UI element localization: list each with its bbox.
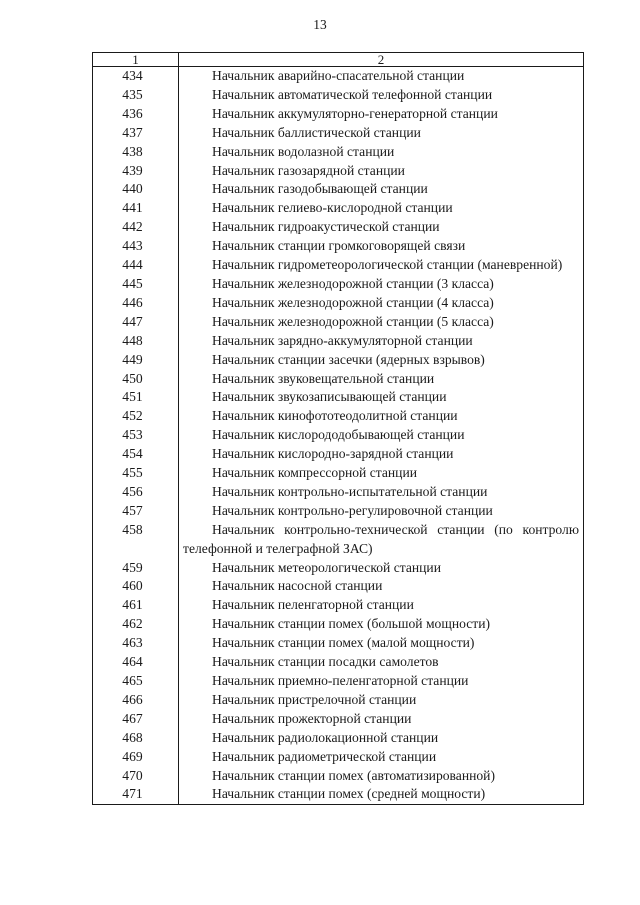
row-number: 443 <box>93 237 179 256</box>
table-row <box>93 407 584 426</box>
row-number: 447 <box>93 313 179 332</box>
column-header-title: 2 <box>179 53 584 67</box>
position-title: Начальник радиометрической станции <box>179 748 584 767</box>
table-row <box>93 710 584 729</box>
table-row <box>93 388 584 407</box>
row-number: 466 <box>93 691 179 710</box>
row-number: 464 <box>93 653 179 672</box>
table-row <box>93 748 584 767</box>
row-number: 449 <box>93 351 179 370</box>
table-row <box>93 162 584 181</box>
row-number: 434 <box>93 67 179 86</box>
table-row <box>93 785 584 804</box>
table-row <box>93 294 584 313</box>
row-number: 454 <box>93 445 179 464</box>
row-number: 469 <box>93 748 179 767</box>
row-number: 435 <box>93 86 179 105</box>
table-row <box>93 256 584 275</box>
table-row <box>93 143 584 162</box>
row-number: 451 <box>93 388 179 407</box>
row-number: 446 <box>93 294 179 313</box>
row-number: 470 <box>93 767 179 786</box>
position-title: Начальник водолазной станции <box>179 143 584 162</box>
row-number: 438 <box>93 143 179 162</box>
table-row <box>93 426 584 445</box>
column-header-number: 1 <box>93 53 179 67</box>
row-number: 439 <box>93 162 179 181</box>
position-title: Начальник насосной станции <box>179 577 584 596</box>
row-number: 450 <box>93 370 179 389</box>
row-number: 453 <box>93 426 179 445</box>
position-title: Начальник компрессорной станции <box>179 464 584 483</box>
position-title: Начальник приемно-пеленгаторной станции <box>179 672 584 691</box>
position-title: Начальник станции посадки самолетов <box>179 653 584 672</box>
table-header-row <box>93 53 584 67</box>
position-title: Начальник станции громкоговорящей связи <box>179 237 584 256</box>
position-title: Начальник газозарядной станции <box>179 162 584 181</box>
table-row <box>93 275 584 294</box>
row-number: 459 <box>93 559 179 578</box>
position-title: Начальник контрольно-испытательной станции <box>179 483 584 502</box>
position-title: Начальник гидрометеорологической станции (маневренной) <box>179 256 584 275</box>
position-title: Начальник зарядно-аккумуляторной станции <box>179 332 584 351</box>
position-title: Начальник контрольно-технической станции (по контролю телефонной и телеграфной ЗАС) <box>179 521 584 559</box>
table-row <box>93 370 584 389</box>
row-number: 458 <box>93 521 179 559</box>
table-row <box>93 237 584 256</box>
table-header <box>93 53 584 67</box>
row-number: 461 <box>93 596 179 615</box>
position-title: Начальник кинофототеодолитной станции <box>179 407 584 426</box>
table-row <box>93 577 584 596</box>
row-number: 445 <box>93 275 179 294</box>
positions-table <box>92 52 584 805</box>
row-number: 452 <box>93 407 179 426</box>
position-title: Начальник станции помех (малой мощности) <box>179 634 584 653</box>
position-title: Начальник станции помех (автоматизированной) <box>179 767 584 786</box>
table-row <box>93 464 584 483</box>
table-row <box>93 483 584 502</box>
position-title: Начальник прожекторной станции <box>179 710 584 729</box>
position-title: Начальник кислорододобывающей станции <box>179 426 584 445</box>
position-title: Начальник радиолокационной станции <box>179 729 584 748</box>
row-number: 444 <box>93 256 179 275</box>
row-number: 440 <box>93 180 179 199</box>
table-row <box>93 634 584 653</box>
row-number: 465 <box>93 672 179 691</box>
position-title: Начальник станции помех (большой мощности) <box>179 615 584 634</box>
table-row <box>93 313 584 332</box>
row-number: 460 <box>93 577 179 596</box>
row-number: 463 <box>93 634 179 653</box>
position-title: Начальник аварийно-спасательной станции <box>179 67 584 86</box>
position-title: Начальник контрольно-регулировочной станции <box>179 502 584 521</box>
position-title: Начальник станции помех (средней мощности) <box>179 785 584 804</box>
position-title: Начальник кислородно-зарядной станции <box>179 445 584 464</box>
position-title: Начальник звукозаписывающей станции <box>179 388 584 407</box>
table-body <box>93 67 584 805</box>
table-row <box>93 502 584 521</box>
table-row <box>93 596 584 615</box>
table-row <box>93 67 584 86</box>
table-row <box>93 445 584 464</box>
table-row <box>93 653 584 672</box>
table-row <box>93 199 584 218</box>
position-title: Начальник газодобывающей станции <box>179 180 584 199</box>
table-row <box>93 105 584 124</box>
row-number: 455 <box>93 464 179 483</box>
table-row <box>93 351 584 370</box>
position-title: Начальник железнодорожной станции (4 класса) <box>179 294 584 313</box>
position-title: Начальник пеленгаторной станции <box>179 596 584 615</box>
position-title: Начальник аккумуляторно-генераторной станции <box>179 105 584 124</box>
table-row <box>93 615 584 634</box>
table-row <box>93 124 584 143</box>
table-row <box>93 559 584 578</box>
table-row <box>93 218 584 237</box>
row-number: 442 <box>93 218 179 237</box>
position-title: Начальник баллистической станции <box>179 124 584 143</box>
table-row <box>93 672 584 691</box>
table-row <box>93 729 584 748</box>
row-number: 437 <box>93 124 179 143</box>
row-number: 436 <box>93 105 179 124</box>
row-number: 471 <box>93 785 179 804</box>
table-row <box>93 332 584 351</box>
position-title: Начальник гелиево-кислородной станции <box>179 199 584 218</box>
position-title: Начальник железнодорожной станции (5 класса) <box>179 313 584 332</box>
position-title: Начальник пристрелочной станции <box>179 691 584 710</box>
table-row <box>93 180 584 199</box>
table-row <box>93 521 584 559</box>
page-number: 13 <box>313 17 327 32</box>
row-number: 462 <box>93 615 179 634</box>
position-title: Начальник гидроакустической станции <box>179 218 584 237</box>
position-title: Начальник автоматической телефонной станции <box>179 86 584 105</box>
row-number: 457 <box>93 502 179 521</box>
row-number: 441 <box>93 199 179 218</box>
row-number: 448 <box>93 332 179 351</box>
row-number: 468 <box>93 729 179 748</box>
position-title: Начальник железнодорожной станции (3 класса) <box>179 275 584 294</box>
row-number: 467 <box>93 710 179 729</box>
table-row <box>93 691 584 710</box>
table-row <box>93 86 584 105</box>
row-number: 456 <box>93 483 179 502</box>
position-title: Начальник метеорологической станции <box>179 559 584 578</box>
position-title: Начальник звуковещательной станции <box>179 370 584 389</box>
table-row <box>93 767 584 786</box>
position-title: Начальник станции засечки (ядерных взрывов) <box>179 351 584 370</box>
